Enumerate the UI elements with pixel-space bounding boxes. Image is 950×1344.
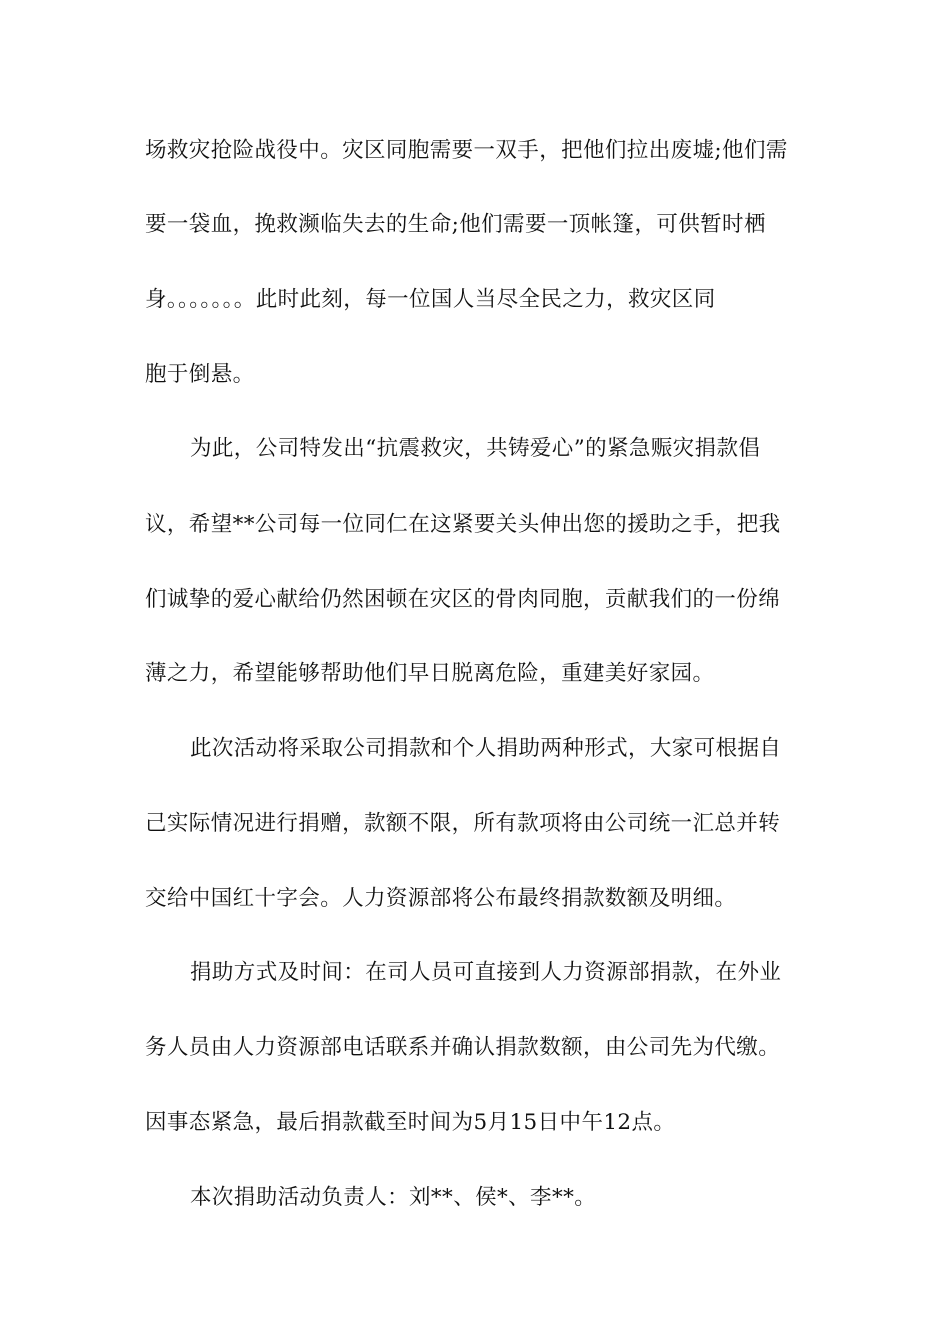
paragraph-3-line-3: 交给中国红十字会。人力资源部将公布最终捐款数额及明细。 (145, 886, 737, 911)
paragraph-2-line-4: 薄之力，希望能够帮助他们早日脱离危险，重建美好家园。 (145, 661, 715, 686)
paragraph-4-line-3: 因事态紧急，最后捐款截至时间为5月15日中午12点。 (145, 1110, 676, 1135)
paragraph-2-line-1: 为此，公司特发出“抗震救灾，共铸爱心”的紧急赈灾捐款倡 (190, 436, 761, 461)
paragraph-2-line-3: 们诚挚的爱心献给仍然困顿在灾区的骨肉同胞，贡献我们的一份绵 (145, 587, 781, 612)
paragraph-1-line-4: 胞于倒悬。 (145, 362, 255, 387)
paragraph-3-line-1: 此次活动将采取公司捐款和个人捐助两种形式，大家可根据自 (190, 736, 782, 761)
paragraph-1-line-1: 场救灾抢险战役中。灾区同胞需要一双手，把他们拉出废墟;他们需 (145, 138, 788, 163)
paragraph-4-line-2: 务人员由人力资源部电话联系并确认捐款数额，由公司先为代缴。 (145, 1035, 781, 1060)
paragraph-3-line-2: 己实际情况进行捐赠，款额不限，所有款项将由公司统一汇总并转 (145, 811, 781, 836)
paragraph-5-line-1: 本次捐助活动负责人：刘**、侯*、李**。 (190, 1185, 597, 1210)
paragraph-2-line-2: 议，希望**公司每一位同仁在这紧要关头伸出您的援助之手，把我 (145, 512, 781, 537)
paragraph-4-line-1: 捐助方式及时间：在司人员可直接到人力资源部捐款，在外业 (190, 960, 782, 985)
paragraph-1-line-3: 身。。。。。。。此时此刻，每一位国人当尽全民之力，救灾区同 (145, 287, 716, 312)
paragraph-1-line-2: 要一袋血，挽救濒临失去的生命;他们需要一顶帐篷，可供暂时栖 (145, 212, 766, 237)
